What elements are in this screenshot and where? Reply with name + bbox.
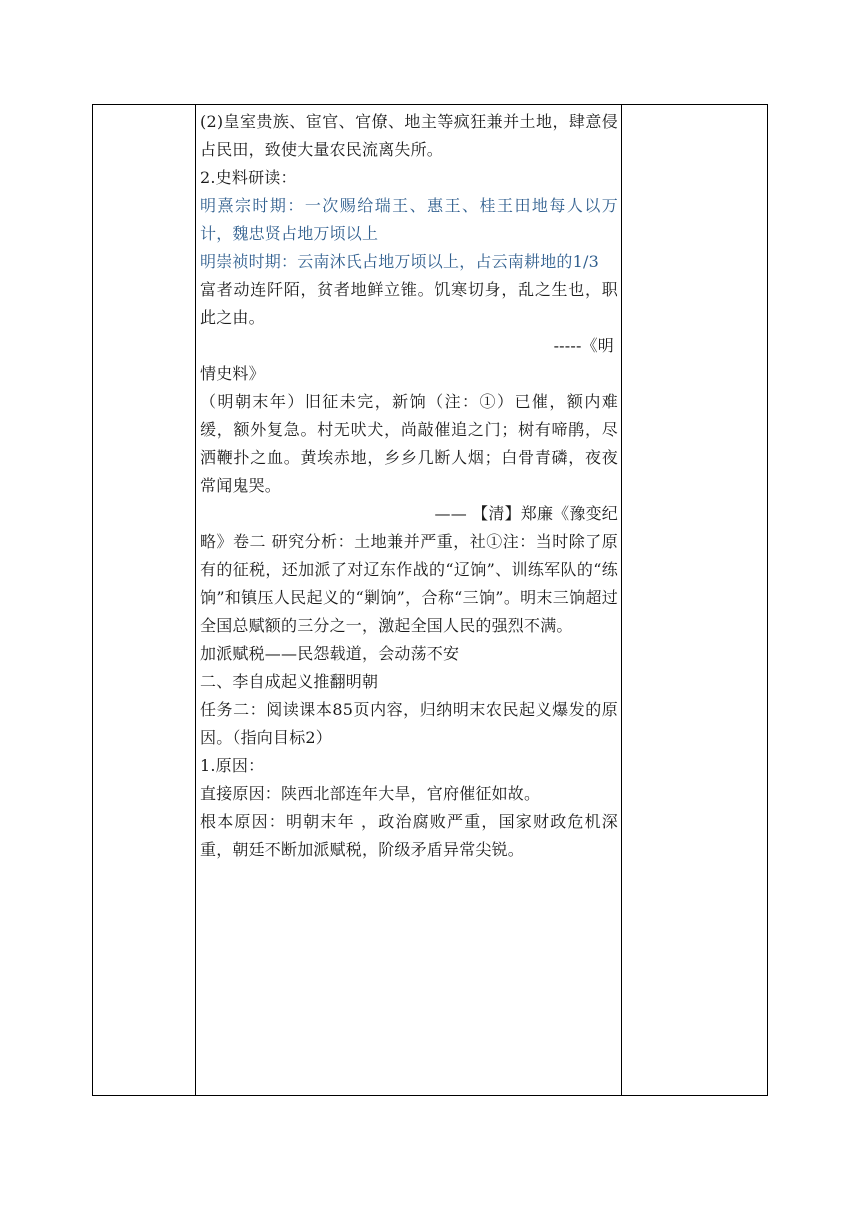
content-cell	[200, 108, 618, 864]
direct-cause: 直接原因：陕西北部连年大旱，官府催征如故。	[200, 784, 541, 803]
column-divider-left	[195, 105, 196, 1095]
section-historical-materials: 2.史料研读：	[200, 168, 297, 187]
material-xizong: 明熹宗时期：一次赐给瑞王、惠王、桂王田地每人以万计，魏忠贤占地万顷以上	[200, 196, 618, 243]
section-li-zicheng: 二、李自成起义推翻明朝	[200, 672, 379, 691]
point-land-annexation: (2)皇室贵族、宦官、官僚、地主等疯狂兼并土地，肆意侵占民田，致使大量农民流离失所。	[200, 112, 618, 159]
quote-source-1b: 情史料》	[200, 364, 265, 383]
quote-late-ming: （明朝末年）旧征未完，新饷（注：①）已催，额内难缓，额外复急。村无吠犬，尚敲催追之门；树有啼鹃，尽洒鞭扑之血。黄埃赤地，乡乡几断人烟；白骨青磷，夜夜常闻鬼哭。	[200, 392, 618, 495]
column-divider-right	[621, 105, 622, 1095]
conclusion-taxes: 加派赋税——民怨载道，会动荡不安	[200, 644, 460, 663]
task-two: 任务二：阅读课本85页内容，归纳明末农民起义爆发的原因。（指向目标2）	[200, 700, 618, 747]
analysis-and-note: 略》卷二 研究分析：土地兼并严重，社①注：当时除了原有的征税，还加派了对辽东作战的“辽饷”、训练军队的“练饷”和镇压人民起义的“剿饷”，合称“三饷”。明末三饷超过全国总赋额的三分之一，激起全国人民的强烈不满。	[200, 532, 618, 635]
quote-source-2a: —— 【清】郑廉《豫变纪	[434, 504, 618, 523]
root-cause: 根本原因：明朝末年 ，政治腐败严重，国家财政危机深重，朝廷不断加派赋税，阶级矛盾异常尖锐。	[200, 812, 618, 859]
quote-source-1a: -----《明	[553, 336, 614, 355]
quote-rich-poor: 富者动连阡陌，贫者地鲜立锥。饥寒切身，乱之生也，职此之由。	[200, 280, 618, 327]
causes-heading: 1.原因：	[200, 756, 265, 775]
material-chongzhen: 明崇祯时期：云南沐氏占地万顷以上，占云南耕地的1/3	[200, 252, 599, 271]
